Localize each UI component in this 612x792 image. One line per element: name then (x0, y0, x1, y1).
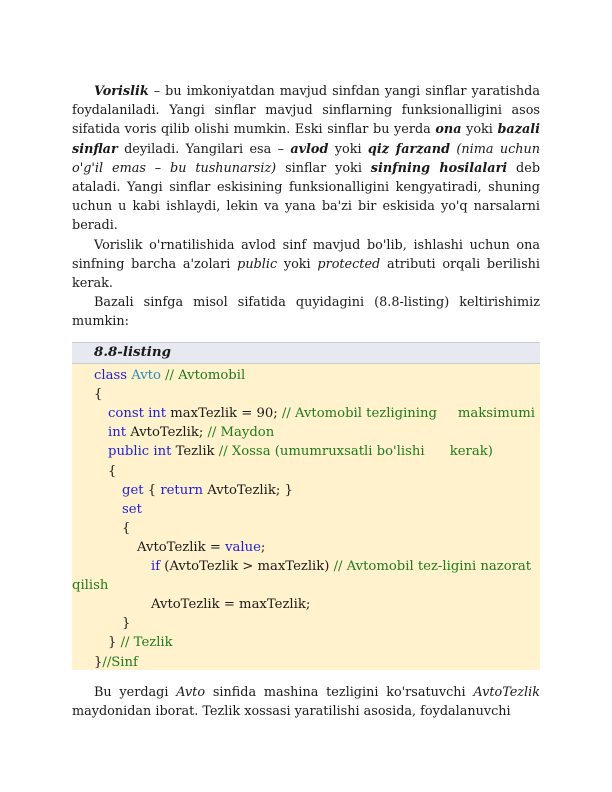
text-run: sinfning hosilalari (370, 160, 508, 176)
paragraph-example-intro (72, 293, 540, 331)
code-token: set (122, 501, 142, 517)
code-token: } (122, 616, 131, 632)
text-run: yoki (328, 141, 368, 157)
code-listing-background (72, 342, 540, 670)
code-token: ; (260, 539, 266, 555)
code-line (108, 423, 274, 442)
intro-text (72, 82, 540, 332)
code-token: get (122, 482, 144, 498)
code-token: maxTezlik = 90; (170, 406, 282, 422)
text-run: avlod (290, 141, 329, 157)
code-token: qilish (72, 578, 109, 594)
text-run: – bu imkoniyatdan mavjud sinfdan yangi sinflar yaratishda foydalaniladi. Yangi sinflar mavjud sinflarning funksionalligini asos sifatida voris qilib olishi mumkin. Eski sinflar bu yerda (72, 84, 540, 138)
text-run: Vorislik (94, 84, 149, 99)
code-token: class (94, 368, 132, 383)
code-token: // Avtomobil tezligining maksimumi (281, 406, 535, 422)
outro-text (72, 683, 540, 721)
paragraph-vorislik-definition (72, 82, 540, 236)
code-token: value (225, 539, 261, 555)
text-run: Bazali sinfga misol sifatida quyidagini (8.8-listing) keltirishimiz mumkin: (72, 295, 540, 330)
code-token: AvtoTezlik = maxTezlik; (151, 597, 311, 613)
text-run: sinfida mashina tezligini ko'rsatuvchi (205, 685, 474, 700)
text-run: ona (435, 122, 462, 138)
code-line (151, 595, 310, 614)
code-line (122, 519, 130, 538)
code-line (94, 366, 245, 385)
paragraph-inheritance-rules (72, 236, 540, 294)
text-run: sinflar yoki (276, 160, 371, 176)
code-token: // Avtomobil tez-ligini nazorat (333, 559, 532, 574)
code-token: { (94, 387, 103, 403)
paragraph-avto-description (72, 683, 540, 721)
code-token: int (108, 425, 131, 441)
text-run: atributi orqali berilishi kerak. (72, 256, 540, 292)
text-run: deyiladi. Yangilari esa – (117, 141, 291, 157)
text-run: maydonidan iborat. Tezlik xossasi yaratilishi asosida, foydalanuvchi (72, 704, 511, 720)
code-token: // Avtomobil (160, 368, 246, 383)
code-line (108, 462, 116, 481)
code-token: { (122, 520, 131, 536)
text-run: yoki (461, 122, 498, 138)
code-token: //Sinf (102, 654, 138, 670)
code-token: return (160, 482, 208, 498)
code-token: // Xossa (umumruxsatli bo'lishi kerak) (218, 444, 493, 460)
text-run: deb ataladi. Yangi sinflar eskisining funksionalligini kengyatiradi, shuning uchun u kabi ishlaydi, lekin va yana ba'zi bir eskisida yo'q narsalarni beradi. (72, 160, 541, 234)
code-token: Avto (131, 368, 161, 383)
text-run: bazali sinflar (72, 122, 540, 157)
code-line (108, 633, 173, 652)
code-token: } (108, 635, 121, 651)
code-line (122, 614, 130, 633)
text-run: (nima uchun o'g'il emas – bu tushunarsiz) (72, 141, 540, 176)
code-line (94, 653, 138, 672)
text-run: protected (317, 256, 381, 272)
code-line (108, 442, 493, 461)
code-token: AvtoTezlik = (137, 539, 226, 555)
code-listing-title: 8.8-listing (94, 344, 171, 360)
code-line (122, 500, 142, 519)
code-line (122, 481, 293, 500)
code-token: (AvtoTezlik > maxTezlik) (164, 559, 334, 574)
code-token: { (108, 463, 117, 479)
code-token: int (148, 406, 171, 422)
code-token: { (143, 482, 161, 498)
code-token: int (153, 444, 176, 460)
code-line (108, 404, 535, 423)
code-line (151, 557, 540, 576)
text-run: qiz farzand (367, 141, 451, 157)
text-run: Avto (176, 685, 206, 700)
code-token: if (151, 559, 165, 574)
code-token: Tezlik (175, 444, 219, 460)
text-run: yoki (277, 256, 318, 272)
text-run: Vorislik o'rnatilishida avlod sinf mavjud bo'lib, ishlashi uchun ona sinfning barcha a'zolari (72, 237, 540, 272)
code-token: // Maydon (207, 425, 275, 441)
code-line (72, 576, 108, 595)
code-token: AvtoTezlik; } (207, 482, 293, 498)
code-token: AvtoTezlik; (130, 425, 208, 441)
text-run: AvtoTezlik (473, 685, 540, 700)
code-line (137, 538, 265, 557)
code-token: const (108, 406, 149, 422)
code-line (94, 385, 102, 404)
code-token: public (108, 444, 154, 460)
code-token: } (94, 654, 103, 670)
text-run: Bu yerdagi (94, 685, 177, 700)
code-token: // Tezlik (120, 635, 173, 651)
text-run: public (237, 256, 278, 272)
